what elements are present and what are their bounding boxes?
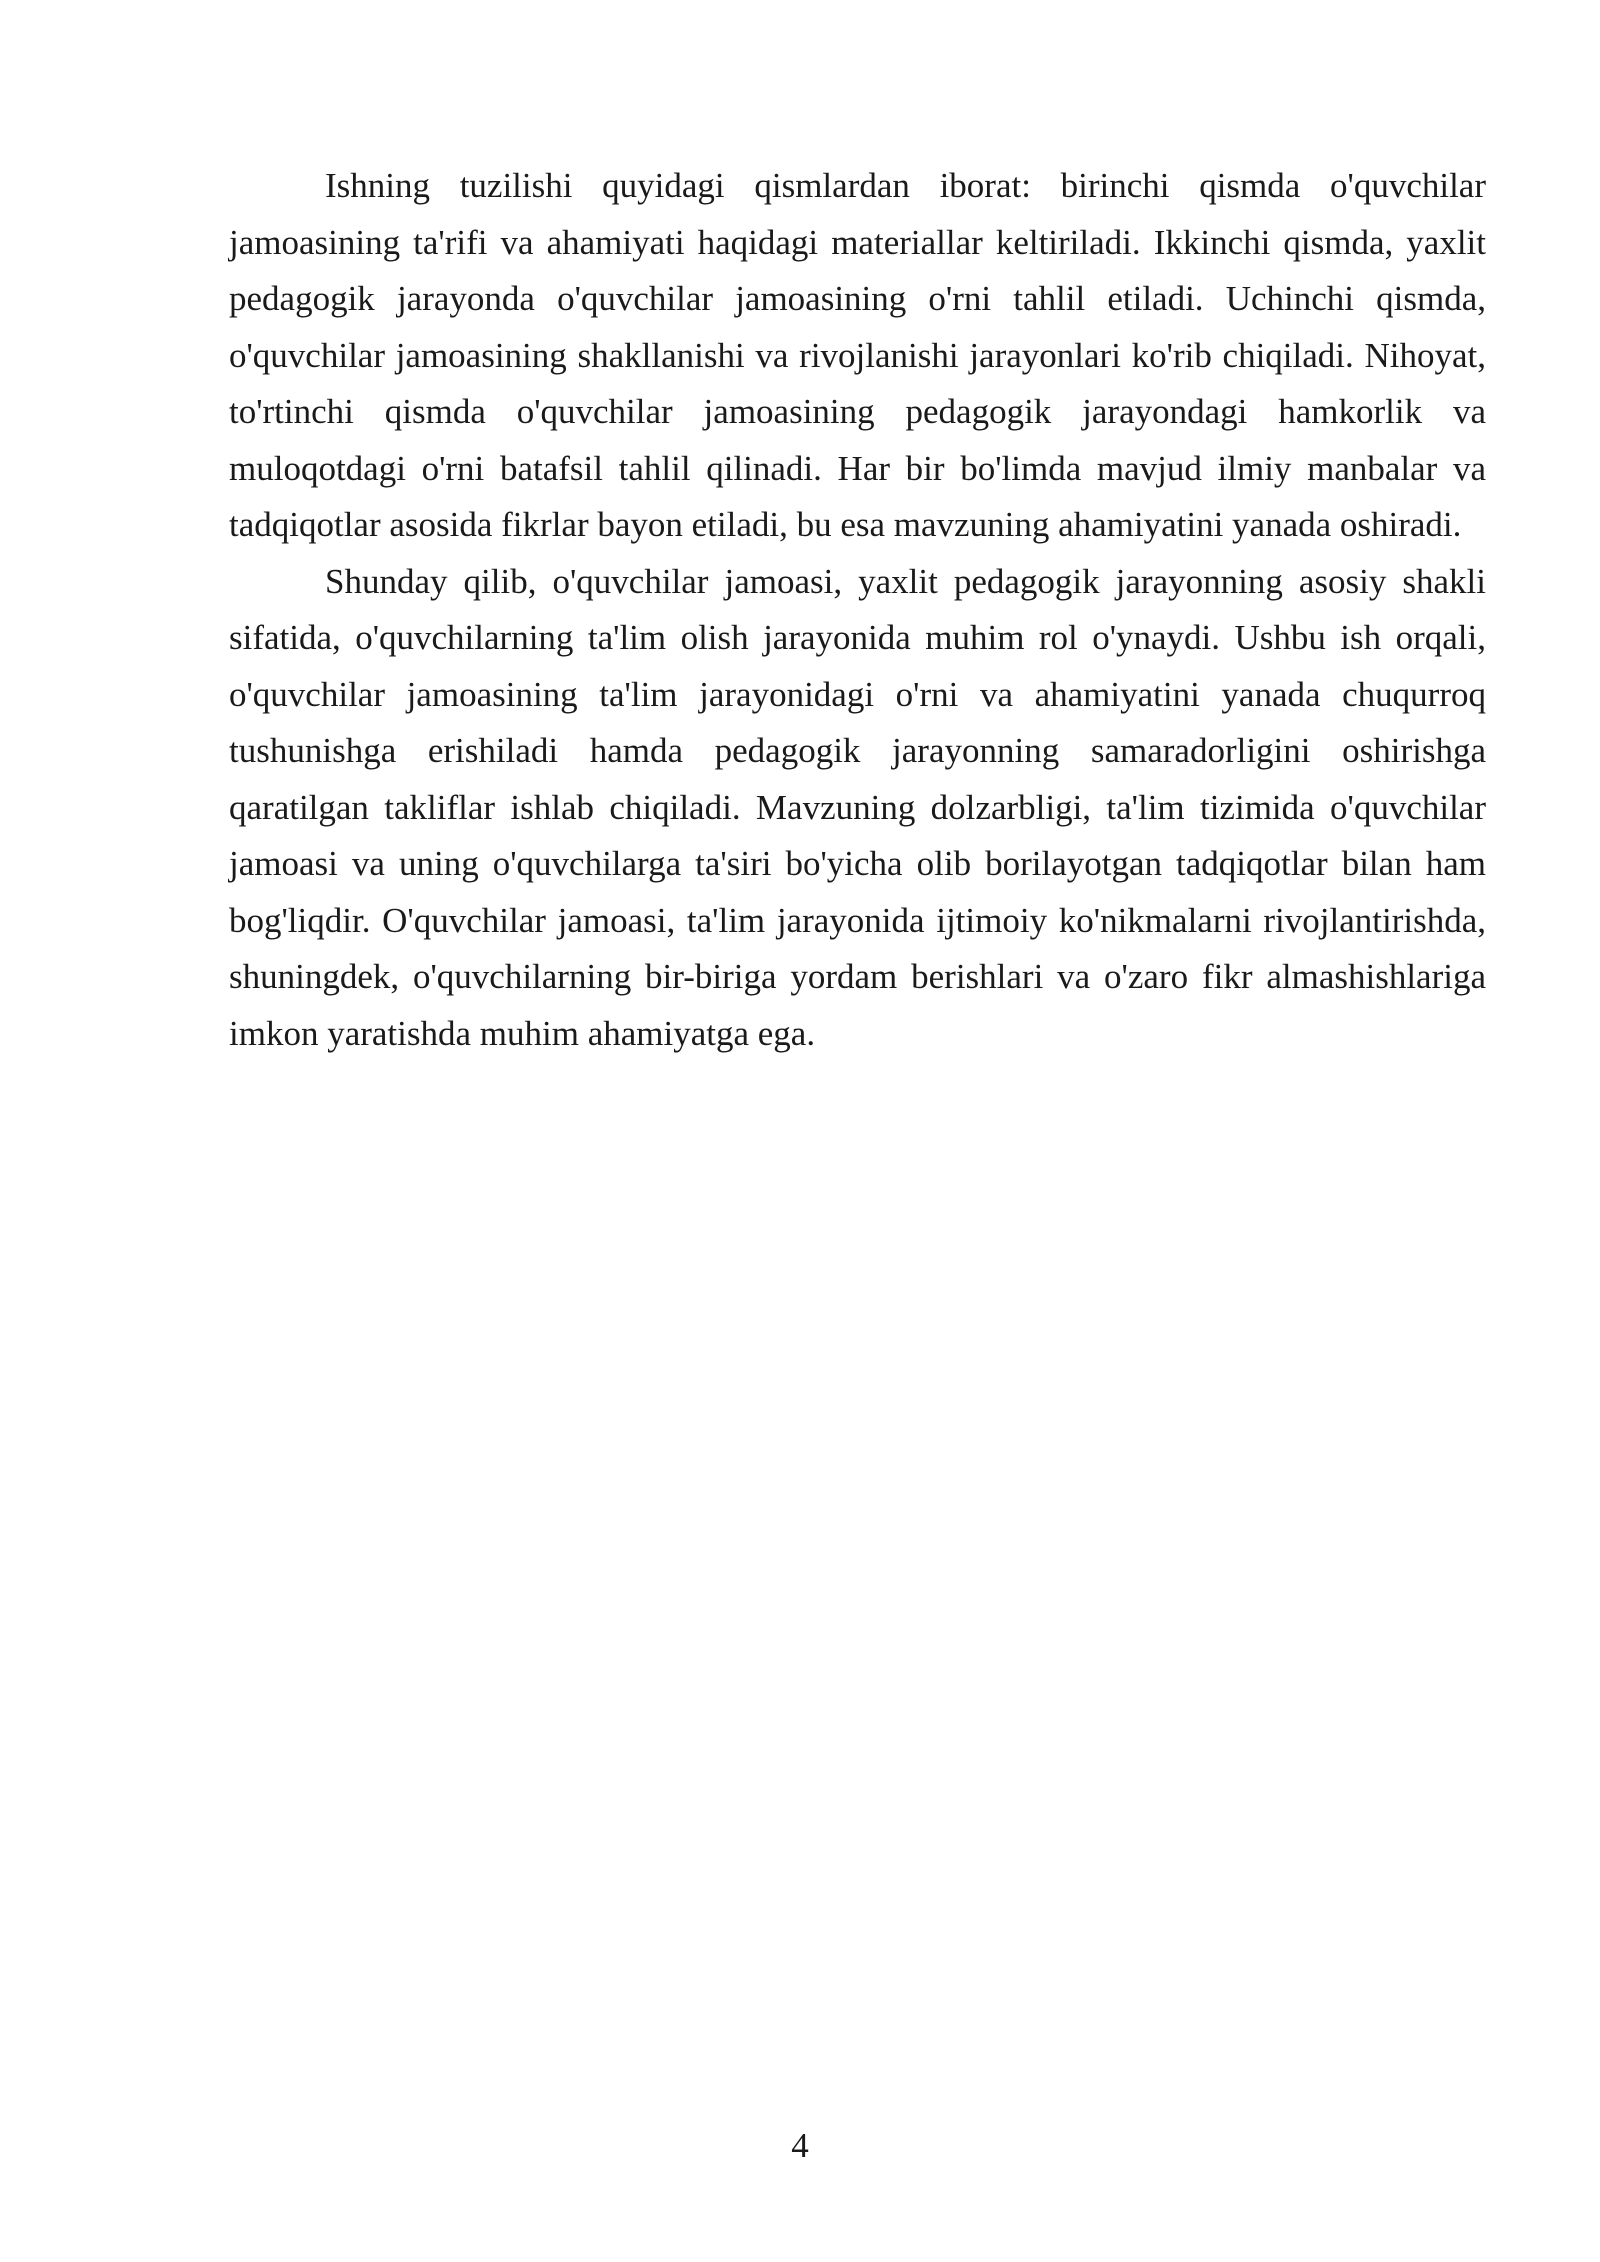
- paragraph-conclusion: Shunday qilib, o'quvchilar jamoasi, yaxlit pedagogik jarayonning asosiy shakli sifatida, o'quvchilarning ta'lim olish jarayonida muhim rol o'ynaydi. Ushbu ish orqali, o'quvchilar jamoasining ta'lim jarayonidagi o'rni va ahamiyatini yanada chuqurroq tushunishga erishiladi hamda pedagogik jarayonning samaradorligini oshirishga qaratilgan takliflar ishlab chiqiladi. Mavzuning dolzarbligi, ta'lim tizimida o'quvchilar jamoasi va uning o'quvchilarga ta'siri bo'yicha olib borilayotgan tadqiqotlar bilan ham bog'liqdir. O'quvchilar jamoasi, ta'lim jarayonida ijtimoiy ko'nikmalarni rivojlantirishda, shuningdek, o'quvchilarning bir-biriga yordam berishlari va o'zaro fikr almashishlariga imkon yaratishda muhim ahamiyatga ega.: [229, 561, 1486, 1053]
- body-text: [229, 158, 1486, 1062]
- paragraph-structure: Ishning tuzilishi quyidagi qismlardan iborat: birinchi qismda o'quvchilar jamoasining ta'rifi va ahamiyati haqidagi materiallar keltiriladi. Ikkinchi qismda, yaxlit pedagogik jarayonda o'quvchilar jamoasining o'rni tahlil etiladi. Uchinchi qismda, o'quvchilar jamoasining shakllanishi va rivojlanishi jarayonlari ko'rib chiqiladi. Nihoyat, to'rtinchi qismda o'quvchilar jamoasining pedagogik jarayondagi hamkorlik va muloqotdagi o'rni batafsil tahlil qilinadi. Har bir bo'limda mavjud ilmiy manbalar va tadqiqotlar asosida fikrlar bayon etiladi, bu esa mavzuning ahamiyatini yanada oshiradi.: [229, 166, 1486, 544]
- page-number: 4: [791, 2126, 809, 2165]
